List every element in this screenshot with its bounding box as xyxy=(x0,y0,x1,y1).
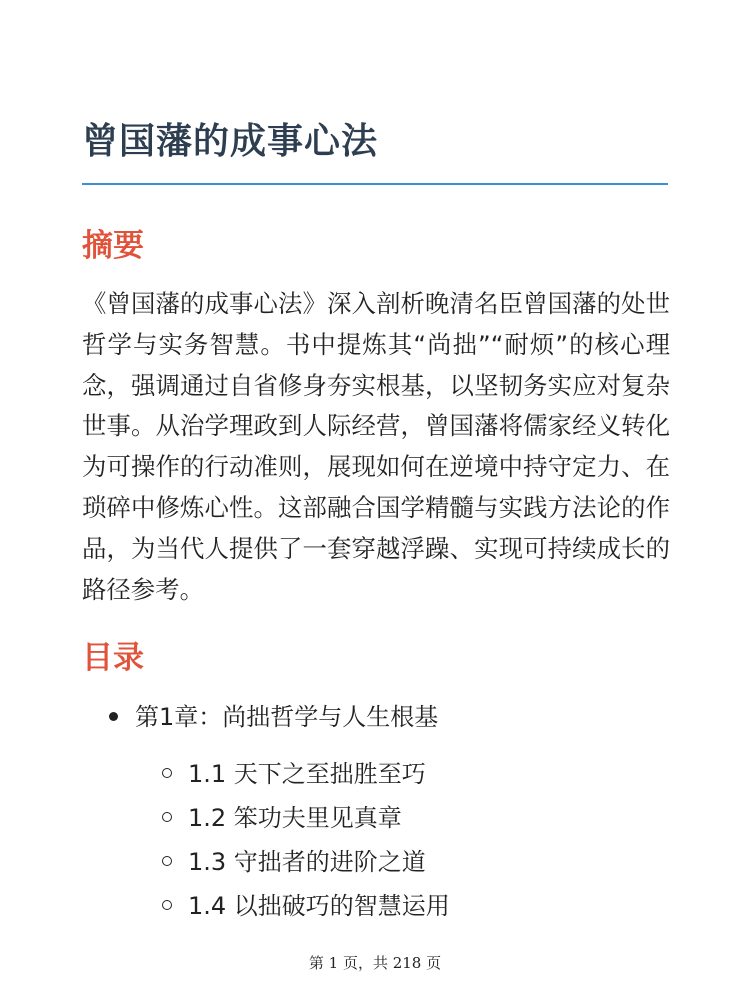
toc-chapter-label: 第1章：尚拙哲学与人生根基 xyxy=(135,703,439,731)
bullet-disc-icon xyxy=(109,712,118,721)
document-title: 曾国藩的成事心法 xyxy=(82,121,379,162)
toc-section-label: 1.3 守拙者的进阶之道 xyxy=(188,848,426,876)
page-footer: 第 1 页，共 218 页 xyxy=(308,954,442,972)
bullet-circle-icon xyxy=(162,812,172,822)
toc-section-label: 1.4 以拙破巧的智慧运用 xyxy=(188,892,450,920)
toc-section-label: 1.1 天下之至拙胜至巧 xyxy=(188,760,426,788)
bullet-circle-icon xyxy=(162,768,172,778)
abstract-heading: 摘要 xyxy=(82,228,144,264)
toc-section-label: 1.2 笨功夫里见真章 xyxy=(188,804,402,832)
toc-heading: 目录 xyxy=(82,640,144,676)
bullet-circle-icon xyxy=(162,900,172,910)
title-divider xyxy=(82,183,668,185)
bullet-circle-icon xyxy=(162,856,172,866)
abstract-text: 《曾国藩的成事心法》深入剖析晚清名臣曾国藩的处世哲学与实务智慧。书中提炼其“尚拙”“耐烦”的核心理念，强调通过自省修身夯实根基，以坚韧务实应对复杂世事。从治学理政到人际经营，曾国藩将儒家经义转化为可操作的行动准则，展现如何在逆境中持守定力、在琐碎中修炼心性。这部融合国学精髓与实践方法论的作品，为当代人提供了一套穿越浮躁、实现可持续成长的路径参考。 xyxy=(82,289,670,604)
